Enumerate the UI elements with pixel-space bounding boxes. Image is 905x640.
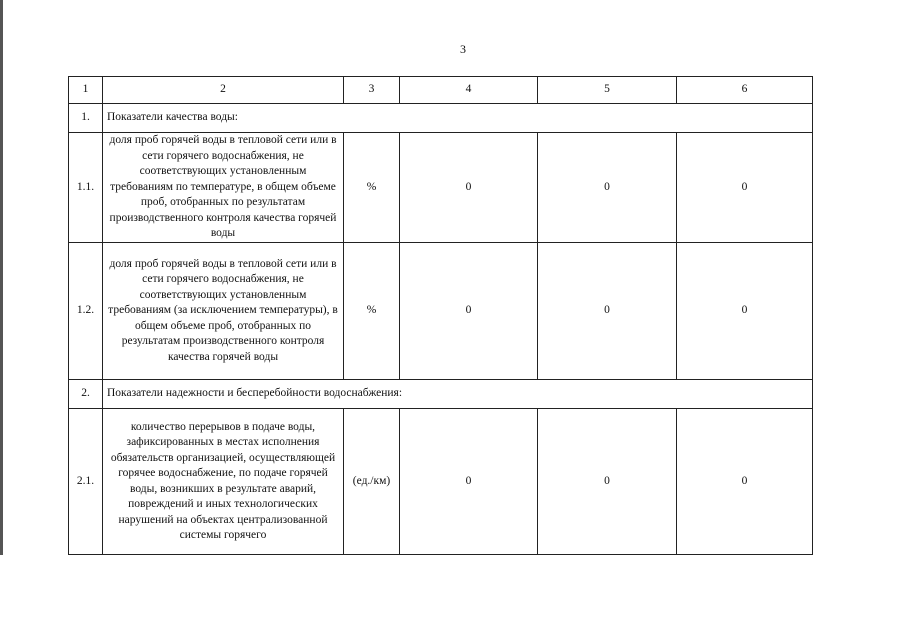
table-row xyxy=(69,409,813,555)
column-header: 5 xyxy=(538,77,677,104)
scan-left-edge xyxy=(0,0,3,555)
column-header: 1 xyxy=(69,77,103,104)
row-value: 0 xyxy=(677,243,813,380)
row-unit: (ед./км) xyxy=(344,409,400,555)
column-header: 6 xyxy=(677,77,813,104)
row-unit: % xyxy=(344,133,400,243)
row-value: 0 xyxy=(400,243,538,380)
row-description: количество перерывов в подаче воды, зафиксированных в местах исполнения обязательств организацией, осуществляющей горячее водоснабжение, по подаче горячей воды, возникших в результате аварий, повреждений и иных технологических нарушений на объектах централизованной системы горячего xyxy=(103,409,344,555)
column-header: 3 xyxy=(344,77,400,104)
row-value: 0 xyxy=(538,133,677,243)
row-value: 0 xyxy=(677,409,813,555)
row-description: доля проб горячей воды в тепловой сети или в сети горячего водоснабжения, не соответствующих установленным требованиям по температуре, в общем объеме проб, отобранных по результатам производственного контроля качества горячей воды xyxy=(103,133,344,243)
table-row xyxy=(69,243,813,380)
row-description: доля проб горячей воды в тепловой сети или в сети горячего водоснабжения, не соответствующих установленным требованиям (за исключением температуры), в общем объеме проб, отобранных по результатам производственного контроля качества горячей воды xyxy=(103,243,344,380)
section-number: 2. xyxy=(69,380,103,409)
row-unit: % xyxy=(344,243,400,380)
row-value: 0 xyxy=(400,133,538,243)
page-number: 3 xyxy=(460,42,466,56)
row-number: 1.1. xyxy=(69,133,103,243)
row-value: 0 xyxy=(538,409,677,555)
section-number: 1. xyxy=(69,104,103,133)
column-header: 4 xyxy=(400,77,538,104)
table-header-row xyxy=(69,77,813,104)
indicators-table xyxy=(68,76,813,555)
column-header: 2 xyxy=(103,77,344,104)
row-value: 0 xyxy=(400,409,538,555)
row-value: 0 xyxy=(677,133,813,243)
row-value: 0 xyxy=(538,243,677,380)
row-number: 2.1. xyxy=(69,409,103,555)
table-row xyxy=(69,133,813,243)
section-row xyxy=(69,104,813,133)
row-number: 1.2. xyxy=(69,243,103,380)
section-row xyxy=(69,380,813,409)
section-title: Показатели надежности и бесперебойности водоснабжения: xyxy=(103,380,813,409)
section-title: Показатели качества воды: xyxy=(103,104,813,133)
